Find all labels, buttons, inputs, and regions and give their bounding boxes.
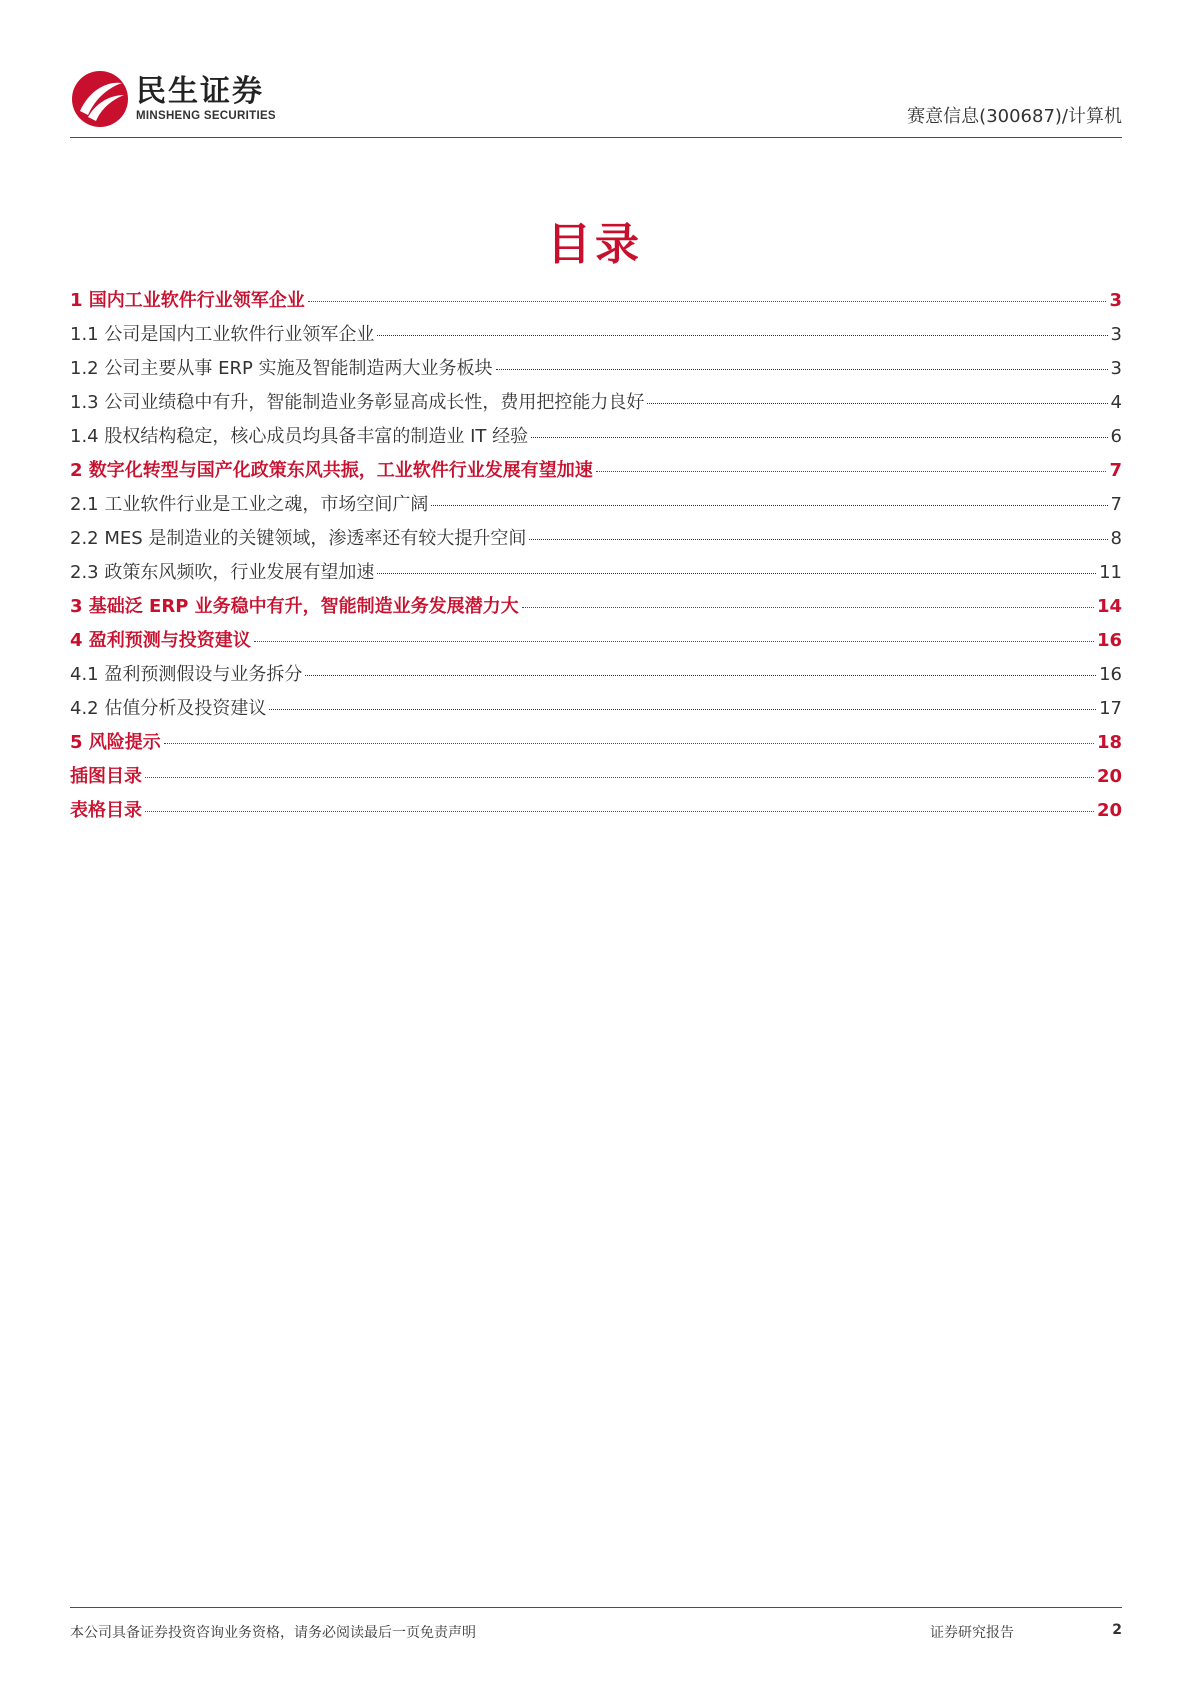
toc-entry-label: 1.1 公司是国内工业软件行业领军企业 [70, 324, 375, 345]
toc-entry-page: 6 [1110, 426, 1122, 447]
table-of-contents [70, 286, 1122, 830]
toc-entry-page: 16 [1099, 664, 1122, 685]
toc-entry-label: 2.2 MES 是制造业的关键领域，渗透率还有较大提升空间 [70, 528, 527, 549]
page-header [70, 60, 1122, 138]
toc-entry[interactable] [70, 694, 1122, 728]
company-logo [70, 68, 276, 130]
toc-entry-page: 3 [1110, 324, 1122, 345]
toc-dot-leader [531, 437, 1107, 438]
toc-entry-page: 8 [1110, 528, 1122, 549]
company-ticker-sector: 赛意信息(300687)/计算机 [907, 106, 1122, 127]
toc-entry-label: 4.1 盈利预测假设与业务拆分 [70, 664, 303, 685]
toc-dot-leader [145, 811, 1094, 812]
minsheng-logo-icon [70, 69, 130, 129]
toc-entry-page: 3 [1110, 358, 1122, 379]
toc-entry-page: 18 [1096, 732, 1122, 753]
toc-entry-page: 7 [1109, 460, 1122, 481]
toc-entry-page: 14 [1096, 596, 1122, 617]
toc-entry[interactable] [70, 456, 1122, 490]
toc-entry[interactable] [70, 490, 1122, 524]
toc-entry-label: 2.1 工业软件行业是工业之魂，市场空间广阔 [70, 494, 429, 515]
toc-entry-label: 4 盈利预测与投资建议 [70, 630, 251, 651]
toc-entry-label: 2 数字化转型与国产化政策东风共振，工业软件行业发展有望加速 [70, 460, 593, 481]
footer-page-number: 2 [1112, 1622, 1122, 1638]
toc-entry[interactable] [70, 796, 1122, 830]
toc-entry-page: 11 [1099, 562, 1122, 583]
toc-dot-leader [377, 335, 1107, 336]
toc-dot-leader [269, 709, 1096, 710]
toc-dot-leader [431, 505, 1107, 506]
toc-dot-leader [164, 743, 1094, 744]
toc-dot-leader [254, 641, 1094, 642]
toc-entry-label: 1.2 公司主要从事 ERP 实施及智能制造两大业务板块 [70, 358, 493, 379]
toc-entry-label: 插图目录 [70, 766, 142, 787]
toc-dot-leader [305, 675, 1096, 676]
toc-entry-page: 20 [1096, 766, 1122, 787]
footer-disclaimer: 本公司具备证券投资咨询业务资格，请务必阅读最后一页免责声明 [70, 1625, 476, 1641]
toc-entry-label: 3 基础泛 ERP 业务稳中有升，智能制造业务发展潜力大 [70, 596, 519, 617]
toc-entry[interactable] [70, 762, 1122, 796]
logo-english-name: MINSHENG SECURITIES [136, 110, 276, 122]
toc-entry[interactable] [70, 728, 1122, 762]
header-divider [70, 137, 1122, 138]
logo-chinese-name: 民生证券 [136, 74, 264, 109]
toc-entry-label: 4.2 估值分析及投资建议 [70, 698, 267, 719]
toc-dot-leader [377, 573, 1096, 574]
toc-dot-leader [496, 369, 1108, 370]
toc-entry[interactable] [70, 286, 1122, 320]
toc-entry-page: 4 [1110, 392, 1122, 413]
page-title: 目录 [547, 219, 643, 270]
footer-divider [70, 1607, 1122, 1608]
toc-dot-leader [596, 471, 1107, 472]
toc-entry-label: 1.3 公司业绩稳中有升，智能制造业务彰显高成长性，费用把控能力良好 [70, 392, 645, 413]
toc-dot-leader [522, 607, 1094, 608]
toc-entry[interactable] [70, 524, 1122, 558]
toc-entry[interactable] [70, 592, 1122, 626]
toc-dot-leader [647, 403, 1107, 404]
toc-entry-page: 17 [1099, 698, 1122, 719]
toc-entry[interactable] [70, 626, 1122, 660]
toc-entry-label: 2.3 政策东风频吹，行业发展有望加速 [70, 562, 375, 583]
toc-entry-label: 1 国内工业软件行业领军企业 [70, 290, 305, 311]
toc-entry-page: 16 [1096, 630, 1122, 651]
toc-dot-leader [145, 777, 1094, 778]
toc-entry[interactable] [70, 660, 1122, 694]
toc-dot-leader [529, 539, 1107, 540]
toc-entry-page: 3 [1109, 290, 1122, 311]
toc-entry[interactable] [70, 388, 1122, 422]
toc-entry-page: 20 [1096, 800, 1122, 821]
toc-entry[interactable] [70, 422, 1122, 456]
toc-entry-label: 5 风险提示 [70, 732, 161, 753]
toc-entry[interactable] [70, 558, 1122, 592]
toc-entry[interactable] [70, 354, 1122, 388]
toc-entry[interactable] [70, 320, 1122, 354]
footer-report-type: 证券研究报告 [930, 1625, 1014, 1641]
toc-dot-leader [308, 301, 1107, 302]
toc-entry-label: 表格目录 [70, 800, 142, 821]
toc-entry-page: 7 [1110, 494, 1122, 515]
toc-entry-label: 1.4 股权结构稳定，核心成员均具备丰富的制造业 IT 经验 [70, 426, 529, 447]
